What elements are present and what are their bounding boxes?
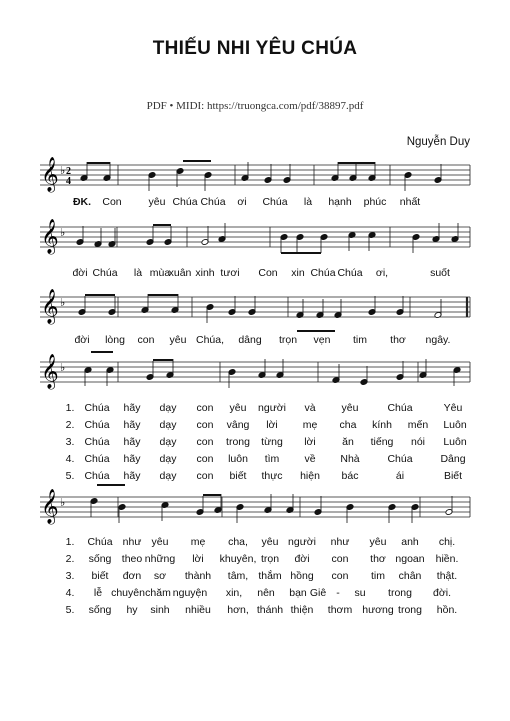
note xyxy=(204,172,212,191)
lyric-syllable: tươi xyxy=(220,267,240,279)
lyric-syllable: Chúa xyxy=(387,453,413,465)
treble-clef-icon: 𝄞 xyxy=(41,354,59,389)
note xyxy=(368,232,376,251)
lyric-syllable: yêu xyxy=(341,402,359,414)
lyric-syllable: con xyxy=(196,419,214,431)
lyric-syllable: Chúa xyxy=(84,436,110,448)
lyric-syllable: con xyxy=(196,436,214,448)
lyric-syllable: con xyxy=(331,570,349,582)
lyric-syllable: biết xyxy=(91,570,109,582)
lyric-syllable: hạnh xyxy=(328,196,352,208)
lyric-syllable: bác xyxy=(341,470,359,482)
lyric-syllable: Dâng xyxy=(440,453,466,465)
lyric-syllable: sống xyxy=(88,604,112,616)
note xyxy=(84,367,92,386)
note xyxy=(108,228,116,247)
note xyxy=(78,296,86,315)
note xyxy=(314,496,322,515)
lyric-syllable: su xyxy=(354,587,366,599)
lyric-syllable: hãy xyxy=(123,453,141,465)
note xyxy=(264,164,272,183)
lyric-syllable: Yêu xyxy=(443,402,463,414)
lyric-syllable: con xyxy=(331,553,349,565)
note xyxy=(228,296,236,315)
staff-2 xyxy=(40,219,470,255)
lyric-syllable: dạy xyxy=(159,402,177,414)
lyric-syllable: đời. xyxy=(433,587,451,599)
note xyxy=(218,223,226,242)
lyric-syllable: Luôn xyxy=(443,436,467,448)
lyric-syllable: người xyxy=(288,536,316,548)
note xyxy=(196,496,204,515)
lyric-syllable: Chúa xyxy=(172,196,198,208)
note xyxy=(453,367,461,386)
lyric-syllable: xinh xyxy=(195,267,215,279)
lyric-syllable: ái xyxy=(395,470,405,482)
lyric-syllable: dạy xyxy=(159,470,177,482)
lyric-syllable: 2. xyxy=(65,419,75,431)
lyric-syllable: mẹ xyxy=(302,419,318,431)
note xyxy=(434,164,442,183)
lyric-syllable: biết xyxy=(229,470,247,482)
time-signature-bottom: 4 xyxy=(66,176,71,187)
lyric-syllable: tim xyxy=(353,334,367,346)
lyric-syllable: hồng xyxy=(290,570,314,582)
staff-4 xyxy=(40,354,470,390)
lyric-syllable: chuyên xyxy=(111,587,145,599)
lyric-syllable: tìm xyxy=(264,453,280,465)
lyric-syllable: 5. xyxy=(65,470,75,482)
lyric-syllable: vẹn xyxy=(313,334,331,346)
note xyxy=(164,226,172,245)
note xyxy=(445,496,453,515)
lyric-syllable: từng xyxy=(261,436,283,448)
lyric-syllable: trong xyxy=(388,587,412,599)
staff-5 xyxy=(40,489,470,525)
lyric-syllable: về xyxy=(304,453,316,465)
note xyxy=(396,296,404,315)
lyric-syllable: 4. xyxy=(65,587,75,599)
lyric-syllable: lời xyxy=(192,553,204,565)
lyric-syllable: yêu xyxy=(148,196,166,208)
lyric-syllable: lời xyxy=(304,436,316,448)
lyric-syllable: luôn xyxy=(228,453,248,465)
note xyxy=(201,226,209,245)
lyric-syllable: yêu xyxy=(369,536,387,548)
note xyxy=(236,504,244,523)
lyric-syllable: nguyện xyxy=(172,587,208,599)
lyric-syllable: hiện xyxy=(300,470,320,482)
lyric-syllable: ngây. xyxy=(425,334,451,346)
lyric-syllable: thơm xyxy=(327,604,353,616)
lyric-syllable: Chúa xyxy=(387,402,413,414)
lyric-syllable: Nhà xyxy=(340,453,360,465)
lyric-syllable: mùa xyxy=(149,267,171,279)
lyric-syllable: hãy xyxy=(123,470,141,482)
lyric-syllable: dạy xyxy=(159,453,177,465)
note xyxy=(396,361,404,380)
lyric-syllable: xin xyxy=(291,267,305,279)
lyric-syllable: thơ xyxy=(390,334,406,346)
lyric-syllable: đời xyxy=(294,553,310,565)
flat-sign: ♭ xyxy=(60,164,66,177)
lyric-syllable: nhất xyxy=(399,196,421,208)
lyric-syllable: trong xyxy=(398,604,422,616)
note xyxy=(106,367,114,386)
lyric-syllable: khuyên, xyxy=(219,553,257,565)
time-signature-top: 2 xyxy=(66,166,71,177)
lyric-syllable: đời xyxy=(72,267,88,279)
note xyxy=(296,234,304,253)
lyric-syllable: trọn xyxy=(260,553,280,565)
lyric-syllable: yêu xyxy=(169,334,187,346)
lyric-syllable: như xyxy=(122,536,142,548)
note xyxy=(283,164,291,183)
lyric-syllable: yêu xyxy=(229,402,247,414)
lyric-syllable: ơi xyxy=(237,196,247,208)
lyric-syllable: anh xyxy=(401,536,419,548)
lyric-syllable: hãy xyxy=(123,419,141,431)
source-link[interactable]: PDF • MIDI: https://truongca.com/pdf/38897.pdf xyxy=(146,100,364,112)
note xyxy=(451,223,459,242)
note xyxy=(108,296,116,315)
lyric-syllable: nên xyxy=(257,587,275,599)
note xyxy=(368,296,376,315)
lyric-syllable: đời xyxy=(74,334,90,346)
lyric-syllable: thật. xyxy=(436,570,458,582)
lyric-syllable: nói xyxy=(410,436,426,448)
lyric-syllable: thắm xyxy=(258,570,282,582)
lyric-syllable: thành xyxy=(184,570,212,582)
lyric-syllable: Giê xyxy=(309,587,327,599)
lyric-syllable: trong xyxy=(226,436,250,448)
note xyxy=(320,234,328,253)
lyric-syllable: dạy xyxy=(159,436,177,448)
lyric-syllable: hồn. xyxy=(436,604,458,616)
lyric-syllable: con xyxy=(196,402,214,414)
lyric-syllable: 3. xyxy=(65,436,75,448)
lyric-syllable: thơ xyxy=(370,553,386,565)
lyric-syllable: suốt xyxy=(430,267,450,279)
lyric-syllable: 3. xyxy=(65,570,75,582)
note xyxy=(412,234,420,253)
lyric-syllable: Con xyxy=(102,196,122,208)
lyric-syllable: ơi, xyxy=(375,267,389,279)
lyric-syllable: hơn, xyxy=(227,604,249,616)
lyric-syllable: Chúa xyxy=(87,536,113,548)
note xyxy=(388,504,396,523)
lyric-syllable: vâng xyxy=(226,419,250,431)
lyric-syllable: mến xyxy=(407,419,429,431)
lyric-syllable: nhiều xyxy=(185,604,211,616)
lyric-syllable: đơn xyxy=(122,570,142,582)
lyric-syllable: Chúa xyxy=(92,267,118,279)
treble-clef-icon: 𝄞 xyxy=(41,289,59,324)
note xyxy=(346,504,354,523)
lyric-syllable: trọn xyxy=(278,334,298,346)
note xyxy=(348,232,356,251)
note xyxy=(280,234,288,253)
flat-sign: ♭ xyxy=(60,296,66,309)
flat-sign: ♭ xyxy=(60,496,66,509)
note xyxy=(161,502,169,521)
song-title: THIẾU NHI YÊU CHÚA xyxy=(152,38,358,59)
lyric-syllable: người xyxy=(258,402,286,414)
lyric-syllable: Chúa xyxy=(84,470,110,482)
lyric-syllable: Chúa, xyxy=(195,334,225,346)
lyric-syllable: chăm xyxy=(145,587,171,599)
lyric-syllable: thiện xyxy=(290,604,314,616)
lyric-syllable: phúc xyxy=(363,196,387,208)
note xyxy=(118,504,126,523)
treble-clef-icon: 𝄞 xyxy=(41,489,59,524)
lyric-syllable: 5. xyxy=(65,604,75,616)
lyric-syllable: ăn xyxy=(342,436,354,448)
lyric-syllable: Chúa xyxy=(84,419,110,431)
lyric-syllable: 2. xyxy=(65,553,75,565)
lyric-syllable: Chúa xyxy=(337,267,363,279)
lyric-syllable: là xyxy=(303,196,313,208)
lyric-syllable: Chúa xyxy=(200,196,226,208)
lyric-syllable: sinh xyxy=(150,604,170,616)
lyric-syllable: Con xyxy=(258,267,278,279)
note xyxy=(228,369,236,388)
note xyxy=(411,504,419,523)
lyric-syllable: con xyxy=(137,334,155,346)
lyric-syllable: thánh xyxy=(256,604,284,616)
lyric-syllable: là xyxy=(133,267,143,279)
note xyxy=(206,304,214,323)
lyric-syllable: dạy xyxy=(159,419,177,431)
lyric-syllable: Chúa xyxy=(310,267,336,279)
lyric-syllable: tâm, xyxy=(227,570,249,582)
flat-sign: ♭ xyxy=(60,361,66,374)
note xyxy=(76,226,84,245)
note xyxy=(432,223,440,242)
lyric-syllable: con xyxy=(196,470,214,482)
lyric-syllable: hãy xyxy=(123,436,141,448)
lyric-syllable: Biết xyxy=(443,470,463,482)
lyric-syllable: hương xyxy=(362,604,394,616)
lyric-syllable: như xyxy=(330,536,350,548)
refrain-label: ĐK. xyxy=(72,196,92,208)
lyric-syllable: lễ xyxy=(93,587,103,599)
lyric-syllable: 4. xyxy=(65,453,75,465)
note xyxy=(248,296,256,315)
lyric-syllable: con xyxy=(196,453,214,465)
lyric-syllable: chị. xyxy=(438,536,456,548)
note xyxy=(148,172,156,191)
lyric-syllable: kính xyxy=(372,419,392,431)
treble-clef-icon: 𝄞 xyxy=(41,157,59,192)
lyric-syllable: 1. xyxy=(65,402,75,414)
note xyxy=(146,226,154,245)
lyric-syllable: Luôn xyxy=(443,419,467,431)
lyric-syllable: 1. xyxy=(65,536,75,548)
lyric-syllable: Chúa xyxy=(84,453,110,465)
lyric-syllable: hy xyxy=(126,604,138,616)
lyric-syllable: sống xyxy=(88,553,112,565)
lyric-syllable: chân xyxy=(398,570,422,582)
lyric-syllable: yêu xyxy=(151,536,169,548)
lyric-syllable: lời xyxy=(266,419,278,431)
lyric-syllable: hãy xyxy=(123,402,141,414)
lyric-syllable: ngoan xyxy=(395,553,425,565)
lyric-syllable: hiền. xyxy=(435,553,459,565)
lyric-syllable: cha, xyxy=(228,536,248,548)
note xyxy=(94,228,102,247)
lyric-syllable: Chúa xyxy=(84,402,110,414)
lyric-syllable: sơ xyxy=(153,570,167,582)
flat-sign: ♭ xyxy=(60,226,66,239)
lyric-syllable: dâng xyxy=(238,334,262,346)
treble-clef-icon: 𝄞 xyxy=(41,219,59,254)
note xyxy=(404,172,412,191)
lyric-syllable: theo xyxy=(121,553,143,565)
lyric-syllable: thực xyxy=(261,470,283,482)
note xyxy=(146,361,154,380)
lyric-syllable: và xyxy=(304,402,316,414)
lyric-syllable: bạn xyxy=(289,587,307,599)
lyric-syllable: mẹ xyxy=(190,536,206,548)
lyric-syllable: xuân xyxy=(168,267,192,279)
composer-name: Nguyễn Duy xyxy=(406,136,470,148)
lyric-syllable: tiếng xyxy=(370,436,394,448)
note xyxy=(360,366,368,385)
lyric-syllable: Chúa xyxy=(262,196,288,208)
lyric-syllable: cha xyxy=(339,419,357,431)
lyric-syllable: yêu xyxy=(261,536,279,548)
note xyxy=(176,168,184,187)
lyric-syllable: - xyxy=(336,587,340,599)
lyric-syllable: tim xyxy=(371,570,385,582)
lyric-syllable: những xyxy=(144,553,176,565)
lyric-syllable: lòng xyxy=(105,334,125,346)
lyric-syllable: xin, xyxy=(225,587,243,599)
